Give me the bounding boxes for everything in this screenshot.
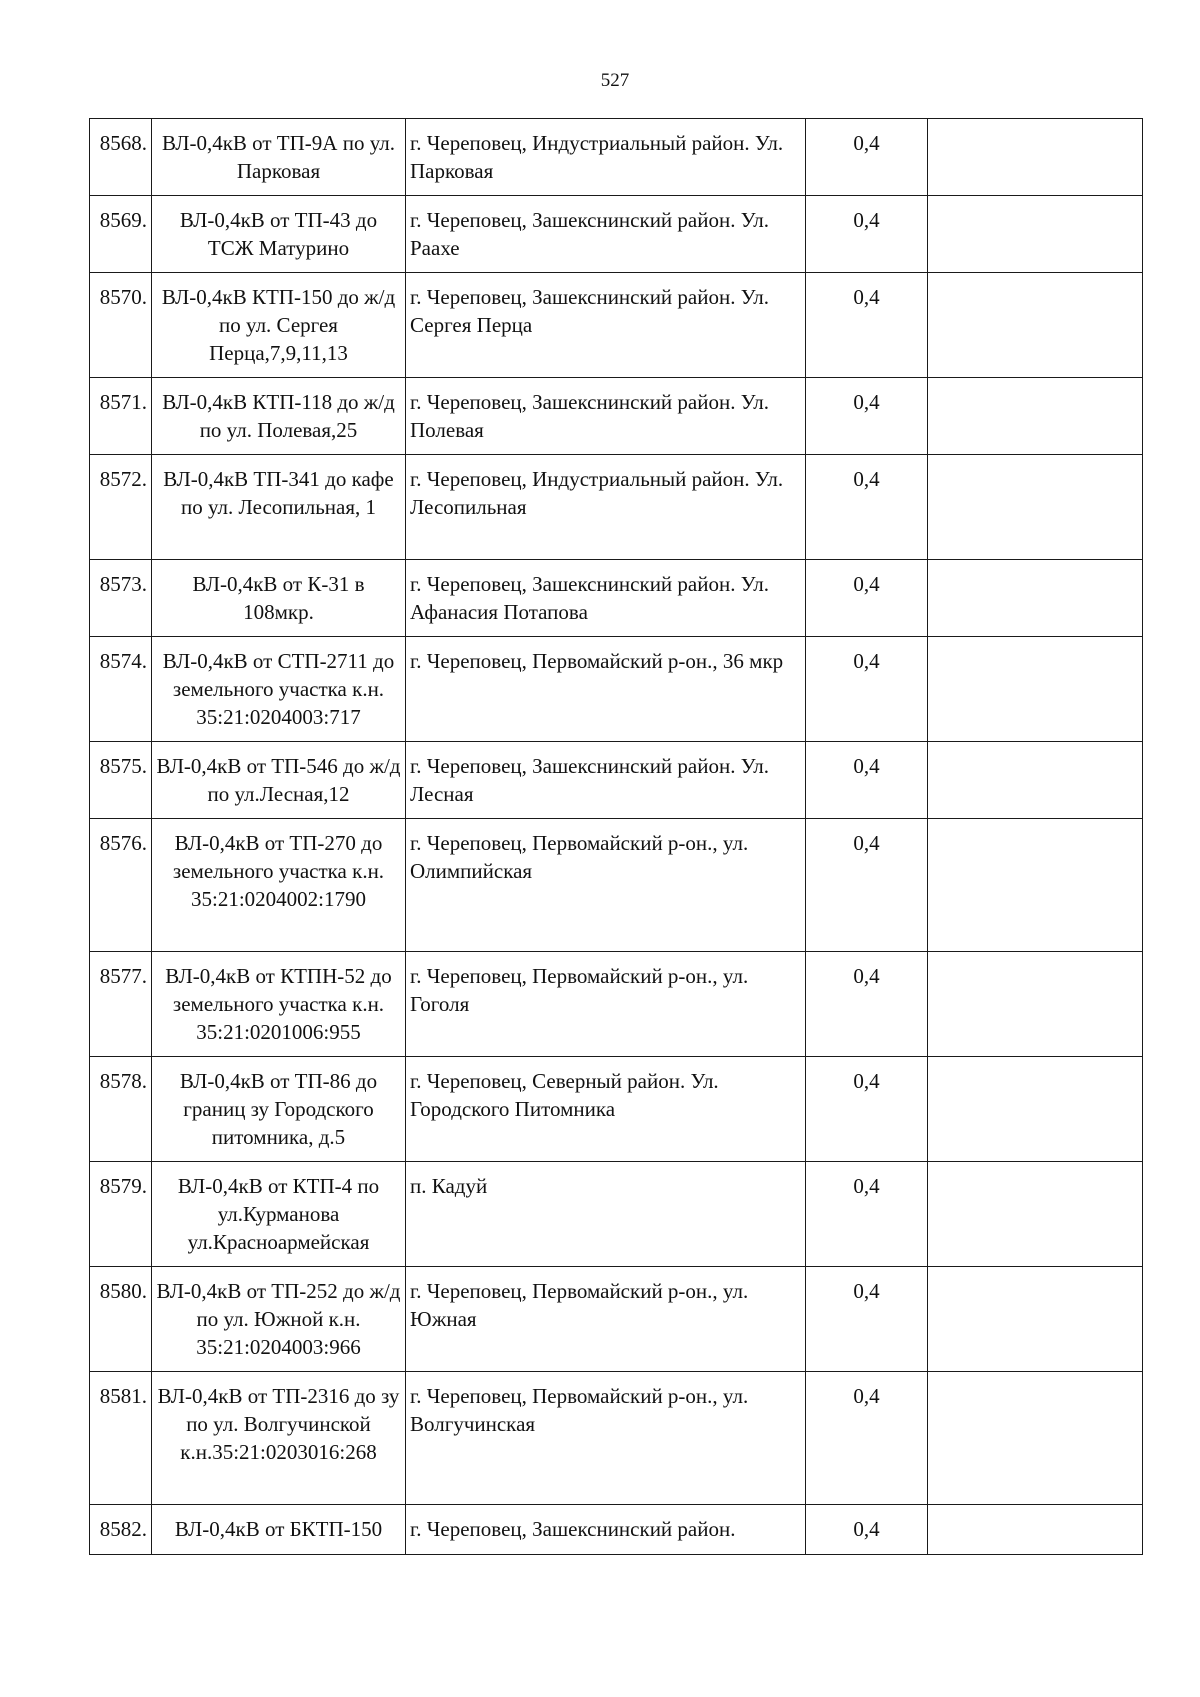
table-row (90, 1057, 1143, 1162)
line-address: г. Череповец, Северный район. Ул. Городского Питомника (406, 1057, 806, 1162)
table-row (90, 742, 1143, 819)
table-body (90, 119, 1143, 1555)
table-row (90, 1505, 1143, 1555)
note-cell (928, 196, 1143, 273)
note-cell (928, 273, 1143, 378)
line-address: г. Череповец, Первомайский р-он., ул. Южная (406, 1267, 806, 1372)
line-address: п. Кадуй (406, 1162, 806, 1267)
line-name: ВЛ-0,4кВ от КТП-4 по ул.Курманова ул.Красноармейская (152, 1162, 406, 1267)
voltage-value: 0,4 (806, 273, 928, 378)
line-address: г. Череповец, Первомайский р-он., ул. Волгучинская (406, 1372, 806, 1505)
note-cell (928, 1505, 1143, 1555)
row-number: 8570. (90, 273, 152, 378)
note-cell (928, 455, 1143, 560)
line-address: г. Череповец, Индустриальный район. Ул. Лесопильная (406, 455, 806, 560)
row-number: 8575. (90, 742, 152, 819)
line-name: ВЛ-0,4кВ ТП-341 до кафе по ул. Лесопильная, 1 (152, 455, 406, 560)
line-address: г. Череповец, Зашекснинский район. Ул. Афанасия Потапова (406, 560, 806, 637)
table-row (90, 455, 1143, 560)
row-number: 8576. (90, 819, 152, 952)
note-cell (928, 1057, 1143, 1162)
line-name: ВЛ-0,4кВ от ТП-546 до ж/д по ул.Лесная,12 (152, 742, 406, 819)
line-name: ВЛ-0,4кВ КТП-150 до ж/д по ул. Сергея Перца,7,9,11,13 (152, 273, 406, 378)
page-number: 527 (600, 70, 630, 91)
note-cell (928, 952, 1143, 1057)
row-number: 8568. (90, 119, 152, 196)
table-row (90, 119, 1143, 196)
line-address: г. Череповец, Зашекснинский район. Ул. Раахе (406, 196, 806, 273)
line-name: ВЛ-0,4кВ от ТП-86 до границ зу Городского питомника, д.5 (152, 1057, 406, 1162)
voltage-value: 0,4 (806, 1162, 928, 1267)
note-cell (928, 742, 1143, 819)
voltage-value: 0,4 (806, 196, 928, 273)
voltage-value: 0,4 (806, 952, 928, 1057)
line-name: ВЛ-0,4кВ от ТП-252 до ж/д по ул. Южной к.н. 35:21:0204003:966 (152, 1267, 406, 1372)
table-row (90, 560, 1143, 637)
voltage-value: 0,4 (806, 1505, 928, 1555)
voltage-value: 0,4 (806, 1372, 928, 1505)
table-row (90, 378, 1143, 455)
note-cell (928, 119, 1143, 196)
note-cell (928, 819, 1143, 952)
row-number: 8579. (90, 1162, 152, 1267)
note-cell (928, 560, 1143, 637)
voltage-value: 0,4 (806, 378, 928, 455)
voltage-value: 0,4 (806, 1057, 928, 1162)
row-number: 8582. (90, 1505, 152, 1555)
voltage-value: 0,4 (806, 742, 928, 819)
line-name: ВЛ-0,4кВ от БКТП-150 (152, 1505, 406, 1555)
table-row (90, 1162, 1143, 1267)
row-number: 8571. (90, 378, 152, 455)
voltage-value: 0,4 (806, 119, 928, 196)
line-name: ВЛ-0,4кВ от ТП-43 до ТСЖ Матурино (152, 196, 406, 273)
row-number: 8581. (90, 1372, 152, 1505)
line-name: ВЛ-0,4кВ КТП-118 до ж/д по ул. Полевая,25 (152, 378, 406, 455)
note-cell (928, 637, 1143, 742)
line-name: ВЛ-0,4кВ от К-31 в 108мкр. (152, 560, 406, 637)
voltage-value: 0,4 (806, 455, 928, 560)
line-address: г. Череповец, Зашекснинский район. Ул. Сергея Перца (406, 273, 806, 378)
row-number: 8573. (90, 560, 152, 637)
line-name: ВЛ-0,4кВ от ТП-9А по ул. Парковая (152, 119, 406, 196)
voltage-value: 0,4 (806, 637, 928, 742)
line-name: ВЛ-0,4кВ от ТП-270 до земельного участка к.н. 35:21:0204002:1790 (152, 819, 406, 952)
voltage-value: 0,4 (806, 560, 928, 637)
table-row (90, 1372, 1143, 1505)
row-number: 8577. (90, 952, 152, 1057)
table-row (90, 819, 1143, 952)
line-address: г. Череповец, Первомайский р-он., ул. Олимпийская (406, 819, 806, 952)
line-address: г. Череповец, Первомайский р-он., 36 мкр (406, 637, 806, 742)
table-row (90, 196, 1143, 273)
voltage-value: 0,4 (806, 1267, 928, 1372)
row-number: 8580. (90, 1267, 152, 1372)
note-cell (928, 378, 1143, 455)
row-number: 8569. (90, 196, 152, 273)
line-address: г. Череповец, Зашекснинский район. Ул. Лесная (406, 742, 806, 819)
row-number: 8578. (90, 1057, 152, 1162)
line-address: г. Череповец, Первомайский р-он., ул. Гоголя (406, 952, 806, 1057)
table-row (90, 273, 1143, 378)
table-row (90, 637, 1143, 742)
line-address: г. Череповец, Зашекснинский район. (406, 1505, 806, 1555)
note-cell (928, 1372, 1143, 1505)
voltage-value: 0,4 (806, 819, 928, 952)
table-row (90, 952, 1143, 1057)
line-address: г. Череповец, Зашекснинский район. Ул. Полевая (406, 378, 806, 455)
line-name: ВЛ-0,4кВ от КТПН-52 до земельного участка к.н. 35:21:0201006:955 (152, 952, 406, 1057)
table-row (90, 1267, 1143, 1372)
row-number: 8572. (90, 455, 152, 560)
row-number: 8574. (90, 637, 152, 742)
note-cell (928, 1162, 1143, 1267)
power-line-registry-table (89, 118, 1143, 1555)
line-address: г. Череповец, Индустриальный район. Ул. Парковая (406, 119, 806, 196)
line-name: ВЛ-0,4кВ от ТП-2316 до зу по ул. Волгучинской к.н.35:21:0203016:268 (152, 1372, 406, 1505)
line-name: ВЛ-0,4кВ от СТП-2711 до земельного участка к.н. 35:21:0204003:717 (152, 637, 406, 742)
note-cell (928, 1267, 1143, 1372)
